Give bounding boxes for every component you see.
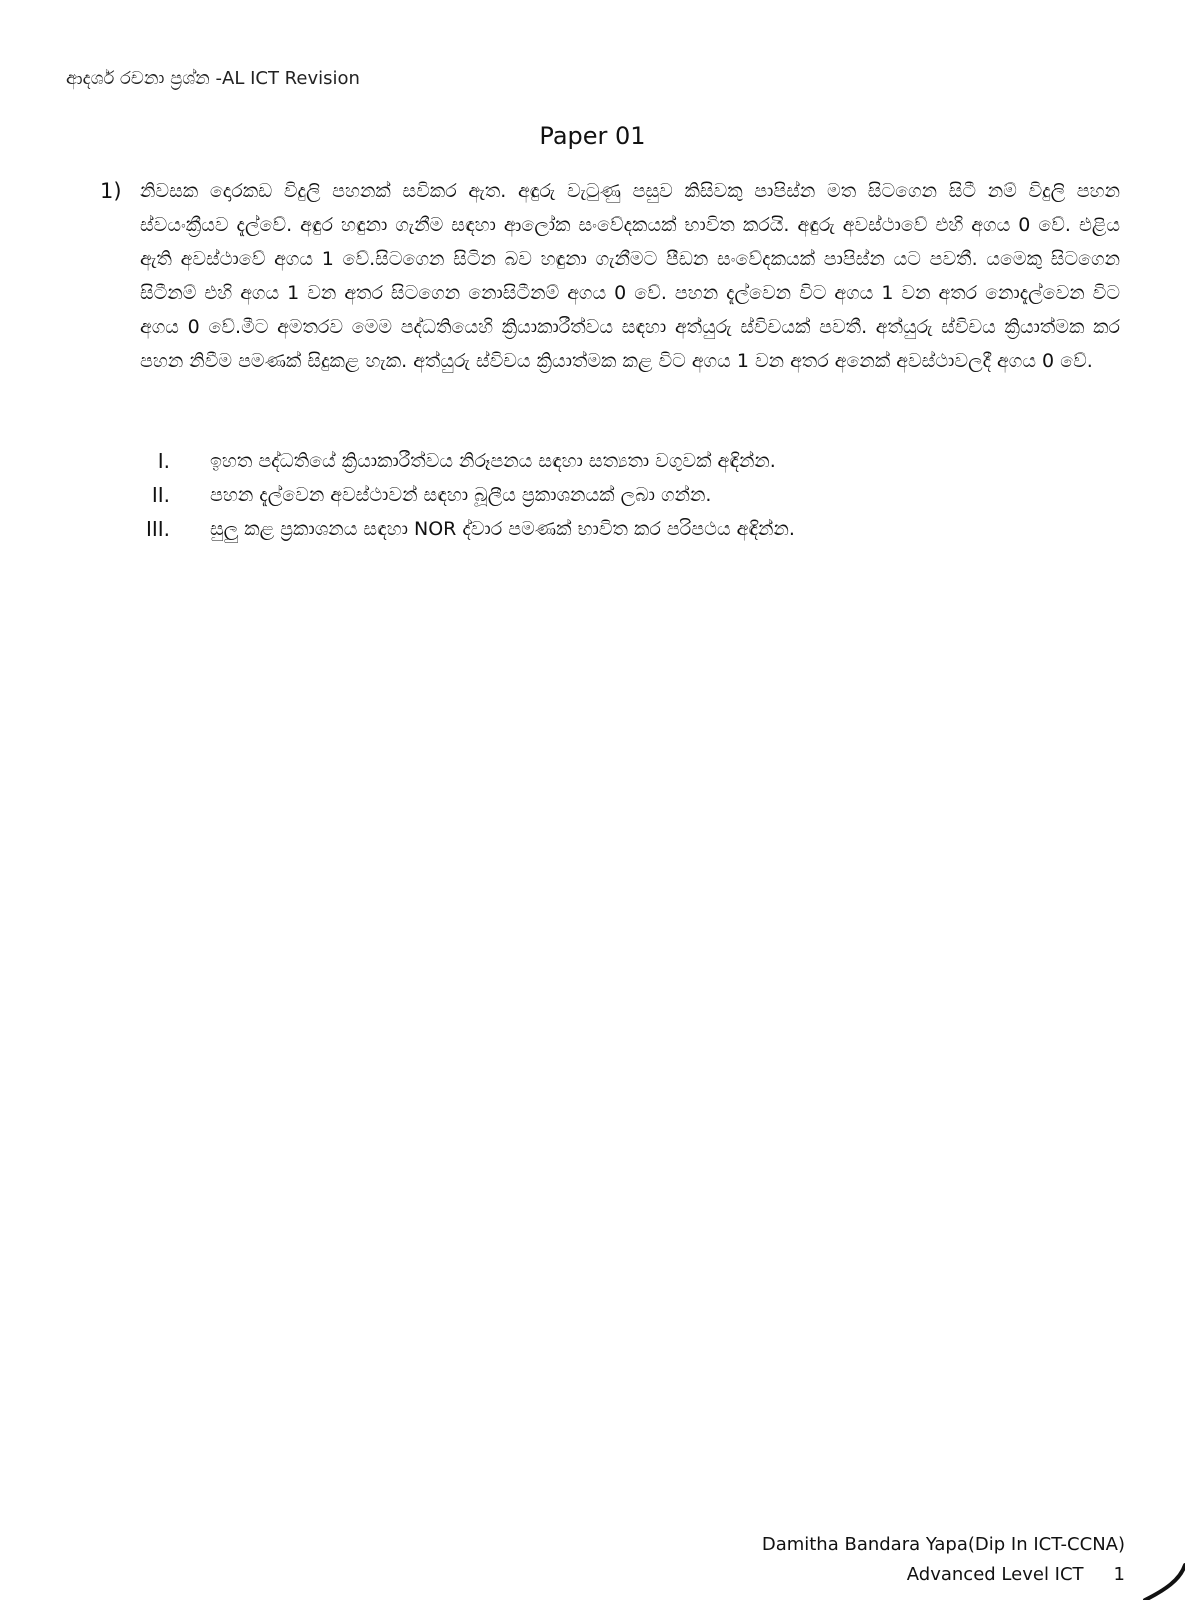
- page-footer: [762, 1530, 1125, 1590]
- subquestion-text: පහන දැල්වෙන අවස්ථාවන් සඳහා බූලීය ප්‍රකාශනයක් ලබා ගන්න.: [210, 484, 712, 506]
- question-number: 1): [100, 179, 122, 203]
- subquestion-text: සුලු කළ ප්‍රකාශනය සඳහා NOR ද්වාර පමණක් භාවිත කර පරිපථය අඳින්න.: [210, 518, 795, 540]
- subquestion-text: ඉහත පද්ධතියේ ක්‍රියාකාරීත්වය නිරූපනය සඳහා සත්‍යතා වගුවක් අඳින්න.: [210, 450, 776, 472]
- page-number: 1: [1113, 1564, 1125, 1585]
- footer-course: Advanced Level ICT: [906, 1564, 1084, 1585]
- subquestion-item: [100, 478, 1100, 512]
- question-body: නිවසක දොරකඩ විදුලි පහනක් සවිකර ඇත. අඳුරු වැටුණු පසුව කිසිවකු පාපිස්න මත සිටගෙන සිටී නම් විදුලි පහන ස්වයංක්‍රීයව දැල්වේ. අඳුර හඳුනා ගැනීම සඳහා ආලෝක සංවේදකයක් භාවිත කරයි. අඳුරු අවස්ථාවේ එහි අගය 0 වේ. එළිය ඇති අවස්ථාවේ අගය 1 වේ.සිටගෙන සිටින බව හඳුනා ගැනීමට පීඩන සංවේදකයක් පාපිස්න යට පවතී. යමෙකු සිටගෙන සිටීනම් එහි අගය 1 වන අතර සිටගෙන නොසිටීනම් අගය 0 වේ. පහන දැල්වෙන විට අගය 1 වන අතර නොදැල්වෙන විට අගය 0 වේ.මීට අමතරව මෙම පද්ධතියෙහි ක්‍රියාකාරීත්වය සඳහා අත්යුරු ස්විචයක් පවතී. අත්යුරු ස්විචය ක්‍රියාත්මක කර පහන නිවීම පමණක් සිදුකළ හැක. අත්යුරු ස්විචය ක්‍රියාත්මක කළ විට අගය 1 වන අතර අනෙක් අවස්ථාවලදී අගය 0 වේ.: [140, 180, 1120, 372]
- subquestion-numeral: I.: [157, 449, 170, 473]
- subquestion-numeral: II.: [151, 483, 170, 507]
- running-header: ආදර්ශ රචනා ප්‍රශ්න -AL ICT Revision: [66, 68, 360, 89]
- subquestion-item: [100, 444, 1100, 478]
- page-curl-mark: [1125, 1540, 1185, 1600]
- paper-title: Paper 01: [539, 122, 646, 150]
- subquestion-list: [100, 444, 1100, 546]
- subquestion-numeral: III.: [145, 517, 170, 541]
- subquestion-item: [100, 512, 1100, 546]
- footer-course-line: [762, 1560, 1125, 1590]
- footer-author: Damitha Bandara Yapa(Dip In ICT-CCNA): [761, 1534, 1125, 1555]
